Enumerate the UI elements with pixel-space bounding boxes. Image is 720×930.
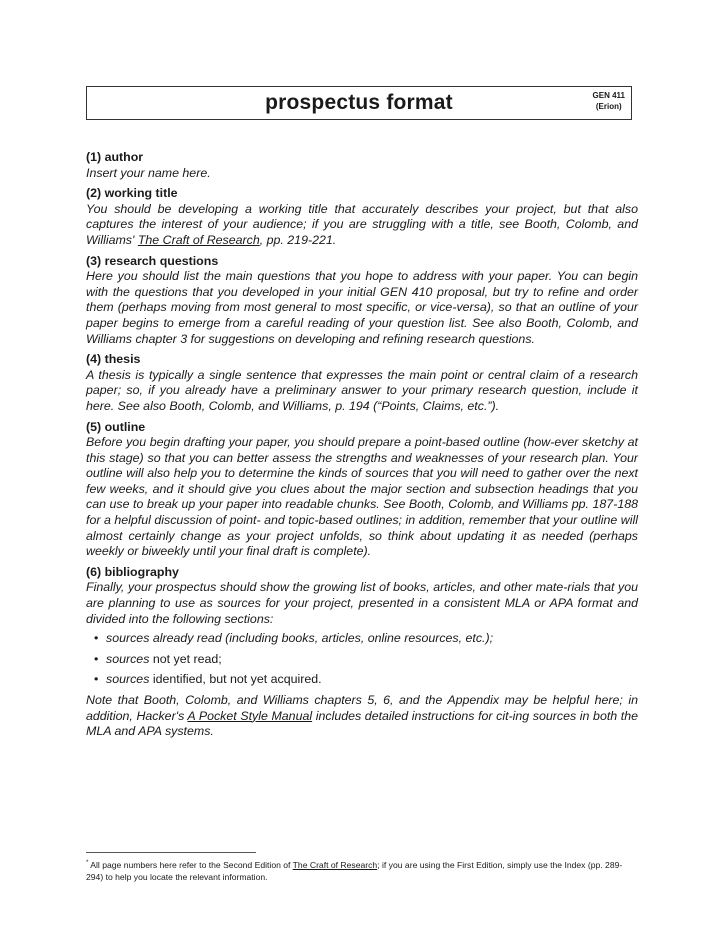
text-segment: ; if you are using the First Edition, simply use the Index (pp. 289-294) to help you locate the relevant information. — [86, 859, 623, 882]
footnote-divider — [86, 852, 256, 853]
book-title-reference: The Craft of Research — [137, 232, 260, 247]
list-item-lead: sources — [106, 672, 150, 687]
list-item-text: not yet read; — [149, 651, 222, 666]
list-item-lead: sources — [106, 631, 150, 646]
instructor-name: (Erion) — [595, 102, 622, 111]
section-thesis — [86, 352, 638, 414]
list-item — [94, 672, 638, 688]
page-title: prospectus format — [265, 91, 453, 114]
section-text — [86, 202, 638, 249]
section-text: Finally, your prospectus should show the growing list of books, articles, and other mate-rials that you are planning to use as sources for your project, presented in a consistent MLA or APA format and divided into the following sections: — [86, 580, 638, 626]
section-heading: (6) bibliography — [86, 564, 179, 579]
section-closing-text — [86, 693, 638, 740]
section-research-questions — [86, 254, 638, 348]
section-text: Before you begin drafting your paper, you should prepare a point-based outline (how-ever sketchy at this stage) so that you can better assess the strengths and weaknesses of your research plan. Your outline will also help you to determine the kinds of sources that you will need to gather over the next few weeks, and it should give you clues about the major section and subsection headings that you can use to break up your paper into readable chunks. See Booth, Colomb, and Williams pp. 187-188 for a helpful discussion of point- and topic-based outlines; in addition, remember that your outline will almost certainly change as your project unfolds, so think about updating it as needed (perhaps weekly or biweekly until your final draft is complete). — [86, 435, 638, 559]
section-author — [86, 150, 638, 181]
footnote-marker: * — [86, 860, 89, 866]
list-item-text: identified, but not yet acquired. — [149, 672, 322, 687]
text-segment: You should be developing a working title that accurately describes your project, but that also captures the interest of your audience; if you are struggling with a title, see Booth, Colomb, and Williams' — [86, 201, 638, 247]
section-heading: (4) thesis — [86, 352, 141, 367]
list-item — [94, 631, 638, 647]
book-title-reference: The Craft of Research — [292, 859, 378, 870]
section-text: Here you should list the main questions that you hope to address with your paper. You can begin with the questions that you developed in your initial GEN 410 proposal, but try to refine and order them (perhaps moving from most general to most specific, or vice-versa), so that an outline of your paper begins to emerge from a careful reading of your question list. See also Booth, Colomb, and Williams chapter 3 for suggestions on developing and refining research questions. — [86, 269, 638, 346]
source-list — [86, 631, 638, 688]
section-text: A thesis is typically a single sentence that expresses the main point or central claim of a research paper; so, if you already have a preliminary answer to your primary research question, include it here. See also Booth, Colomb, and Williams, p. 194 (“Points, Claims, etc.”). — [86, 367, 638, 413]
section-heading: (5) outline — [86, 419, 146, 434]
footnote — [86, 857, 638, 883]
text-segment: Note that Booth, Colomb, and Williams chapters 5, 6, and the Appendix may be helpful here; in addition, Hacker's — [86, 693, 638, 723]
bullet-icon: • — [94, 651, 99, 666]
text-segment: All page numbers here refer to the Second Edition of — [90, 859, 293, 870]
section-working-title — [86, 186, 638, 248]
section-text: Insert your name here. — [86, 165, 211, 180]
bullet-icon: • — [94, 631, 99, 646]
list-item — [94, 651, 638, 668]
title-box — [86, 86, 632, 120]
book-title-reference: A Pocket Style Manual — [187, 708, 313, 723]
list-item-lead: sources — [106, 651, 150, 666]
section-heading: (1) author — [86, 150, 144, 164]
list-item-text: already read (including books, articles, online resources, etc.); — [149, 631, 494, 646]
text-segment: includes detailed instructions for cit-ing sources in both the MLA and APA systems. — [86, 708, 638, 739]
section-outline — [86, 420, 638, 560]
text-segment: , pp. 219-221. — [259, 232, 337, 247]
section-heading: (2) working title — [86, 186, 178, 201]
course-label — [593, 90, 625, 112]
course-code: GEN 411 — [592, 91, 625, 100]
main-content — [86, 150, 638, 745]
section-heading: (3) research questions — [86, 253, 219, 268]
section-bibliography — [86, 565, 638, 740]
bullet-icon: • — [94, 672, 99, 687]
